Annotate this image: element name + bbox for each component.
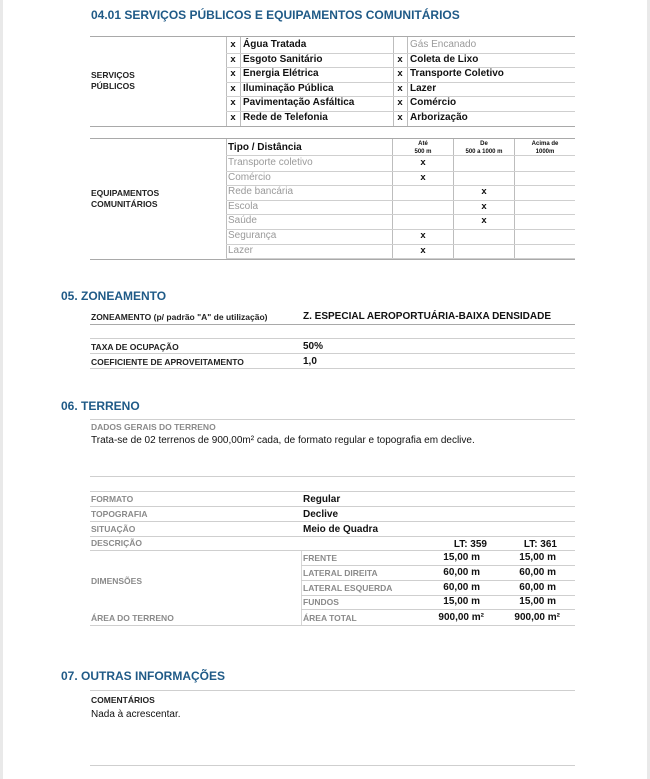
coeficiente-value: 1,0 — [303, 356, 317, 367]
zoneamento-label: ZONEAMENTO (p/ padrão "A" de utilização) — [91, 312, 268, 322]
servico-check: x — [230, 39, 236, 50]
equip-row-ate: x — [420, 171, 426, 183]
header-line: 500 m — [414, 149, 432, 155]
section-title-0401: 04.01 SERVIÇOS PÚBLICOS E EQUIPAMENTOS COMUNITÁRIOS — [91, 8, 460, 22]
servico-label: Gás Encanado — [410, 39, 477, 50]
rule — [226, 171, 575, 172]
taxa-label: TAXA DE OCUPAÇÃO — [91, 342, 179, 352]
dimensao-lt361: 15,00 m — [519, 552, 556, 563]
lt-359-header: LT: 359 — [453, 539, 487, 550]
servico-check: x — [397, 97, 403, 108]
rule — [301, 609, 575, 610]
descricao-label: DESCRIÇÃO — [91, 538, 143, 548]
servico-check: x — [397, 111, 403, 123]
dimensoes-label: DIMENSÕES — [91, 576, 143, 586]
equip-row-ate: x — [420, 230, 426, 241]
servico-check: x — [397, 53, 403, 65]
rule — [226, 200, 575, 201]
dimensao-lt361: 60,00 m — [519, 581, 556, 593]
servico-label: Energia Elétrica — [243, 68, 319, 79]
rule — [90, 625, 575, 626]
rule — [514, 139, 515, 259]
taxa-value: 50% — [303, 341, 324, 352]
area-total-lt361: 900,00 m² — [514, 612, 560, 623]
equipamentos-label: EQUIPAMENTOS — [91, 188, 160, 198]
equip-header-tipo: Tipo / Distância — [228, 142, 302, 153]
servico-label: Rede de Telefonia — [243, 111, 328, 123]
servico-label: Iluminação Pública — [243, 82, 334, 94]
servico-label: Coleta de Lixo — [410, 53, 479, 65]
servico-check: x — [230, 82, 236, 94]
dimensao-lt361: 15,00 m — [519, 596, 556, 608]
rule — [226, 229, 575, 230]
section-title-07: 07. OUTRAS INFORMAÇÕES — [61, 669, 226, 683]
servico-label: Arborização — [410, 111, 468, 123]
servicos-label: SERVIÇOS — [91, 70, 135, 80]
servico-label: Esgoto Sanitário — [243, 53, 323, 65]
servico-label: Pavimentação Asfáltica — [243, 97, 355, 108]
topografia-value: Declive — [303, 509, 339, 520]
rule — [90, 491, 575, 492]
rule — [226, 214, 575, 215]
equip-header-de — [454, 140, 514, 156]
dimensao-label: FRENTE — [303, 553, 337, 563]
servicos-label-2: PÚBLICOS — [91, 81, 135, 91]
dimensao-lt359: 60,00 m — [443, 566, 480, 578]
rule — [90, 690, 575, 691]
equip-row-tipo: Lazer — [228, 244, 254, 256]
rule — [90, 476, 575, 477]
rule — [90, 550, 575, 551]
equip-row-de: x — [481, 215, 487, 227]
header-line: Até — [418, 141, 428, 147]
rule — [226, 155, 575, 156]
dimensao-lt359: 60,00 m — [443, 581, 480, 593]
comentarios-label: COMENTÁRIOS — [91, 695, 155, 705]
section-title-06: 06. TERRENO — [61, 399, 140, 413]
dimensao-label: LATERAL ESQUERDA — [303, 582, 393, 593]
servico-label: Lazer — [410, 82, 437, 94]
servico-label: Comércio — [410, 97, 457, 108]
servico-check: x — [397, 82, 403, 94]
servico-check: x — [230, 111, 236, 123]
servico-check: x — [230, 97, 236, 108]
rule — [90, 506, 575, 507]
rule — [90, 419, 575, 420]
page-edge-left — [0, 0, 3, 779]
header-line: Acima de — [531, 141, 559, 147]
equip-row-tipo: Saúde — [228, 215, 257, 227]
lt-361-header: LT: 361 — [523, 539, 557, 550]
header-line: 1000m — [535, 149, 555, 155]
coeficiente-label: COEFICIENTE DE APROVEITAMENTO — [91, 357, 244, 367]
section-title-05: 05. ZONEAMENTO — [61, 289, 167, 303]
servico-check: x — [230, 68, 236, 79]
equip-row-tipo: Transporte coletivo — [228, 157, 313, 168]
dimensao-lt361: 60,00 m — [519, 566, 556, 578]
rule — [90, 368, 575, 369]
rule — [90, 138, 575, 139]
area-terreno-label: ÁREA DO TERRENO — [91, 613, 174, 623]
dimensao-lt359: 15,00 m — [443, 596, 480, 608]
rule — [453, 139, 454, 259]
rule — [226, 139, 227, 259]
formato-label: FORMATO — [91, 494, 134, 504]
topografia-label: TOPOGRAFIA — [91, 509, 148, 519]
equip-row-ate: x — [420, 244, 426, 256]
rule — [90, 338, 575, 339]
dimensao-label: FUNDOS — [303, 597, 339, 608]
dados-gerais-text: Trata-se de 02 terrenos de 900,00m² cada, de formato regular e topografia em declive. — [91, 435, 475, 446]
equip-row-de: x — [481, 200, 487, 212]
area-total-lt359: 900,00 m² — [438, 612, 484, 623]
area-total-label: ÁREA TOTAL — [303, 613, 357, 623]
rule — [226, 244, 575, 245]
servico-label: Água Tratada — [243, 39, 307, 50]
header-line: De — [480, 141, 488, 147]
equip-row-tipo: Escola — [228, 200, 259, 212]
situacao-value: Meio de Quadra — [303, 524, 379, 535]
rule — [90, 536, 575, 537]
zoneamento-value: Z. ESPECIAL AEROPORTUÁRIA-BAIXA DENSIDADE — [303, 311, 551, 322]
rule — [90, 324, 575, 325]
rule — [90, 765, 575, 766]
equip-row-tipo: Segurança — [228, 230, 277, 241]
rule — [90, 521, 575, 522]
dimensao-label: LATERAL DIREITA — [303, 567, 378, 578]
equipamentos-label-2: COMUNITÁRIOS — [91, 199, 158, 209]
dimensao-lt359: 15,00 m — [443, 552, 480, 563]
equip-header-acima — [515, 140, 575, 156]
rule — [90, 259, 575, 260]
dados-gerais-label: DADOS GERAIS DO TERRENO — [91, 422, 216, 432]
formato-value: Regular — [303, 494, 341, 505]
rule — [90, 126, 575, 127]
equip-row-tipo: Comércio — [228, 171, 271, 183]
header-line: 500 a 1000 m — [465, 149, 503, 155]
rule — [301, 551, 302, 626]
equip-row-ate: x — [420, 157, 426, 168]
rule — [90, 36, 575, 37]
comentarios-text: Nada à acrescentar. — [91, 709, 181, 720]
situacao-label: SITUAÇÃO — [91, 524, 136, 534]
servico-check: x — [230, 53, 236, 65]
equip-header-ate — [393, 140, 453, 156]
servico-check: x — [397, 68, 403, 79]
equip-row-de: x — [481, 186, 487, 198]
servico-label: Transporte Coletivo — [410, 68, 504, 79]
rule — [392, 139, 393, 259]
equip-row-tipo: Rede bancária — [228, 186, 294, 198]
rule — [90, 353, 575, 354]
